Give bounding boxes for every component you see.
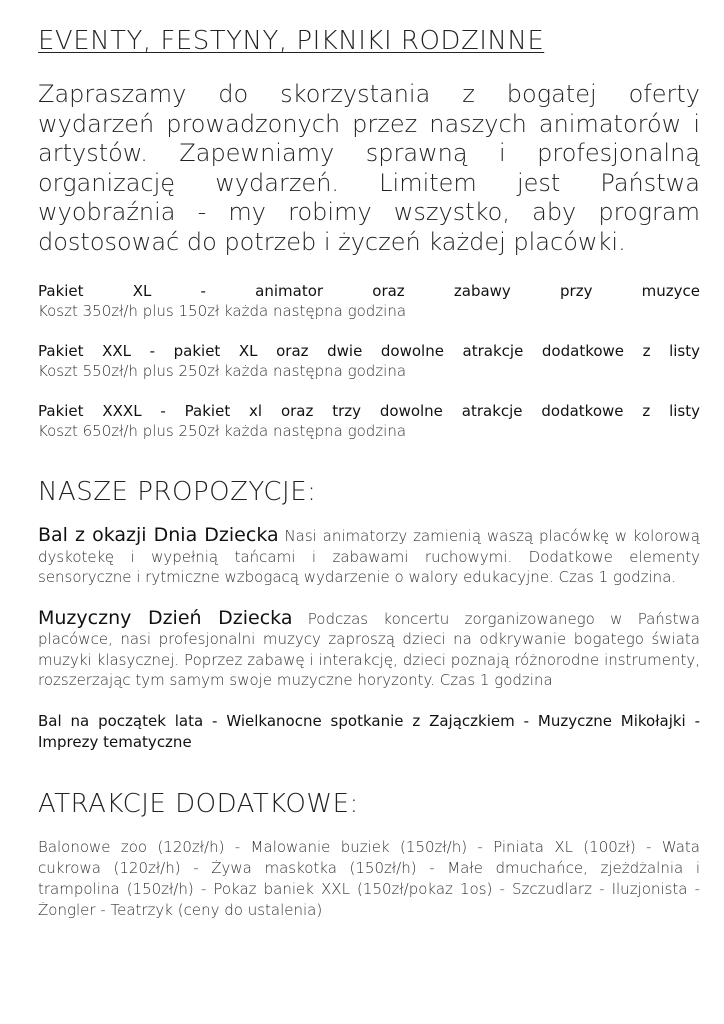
- package-title: Pakiet XXXL - Pakiet xl oraz trzy dowolne atrakcje dodatkowe z listy: [38, 402, 700, 420]
- proposal-muzyczny: [38, 608, 700, 691]
- proposals-heading: NASZE PROPOZYCJE:: [38, 477, 317, 507]
- package-cost: Koszt 350zł/h plus 150zł każda następna godzina: [38, 302, 407, 320]
- package-cost: Koszt 650zł/h plus 250zł każda następna godzina: [38, 422, 407, 440]
- proposal-dzien-dziecka: [38, 525, 700, 588]
- proposal-title: Bal z okazji Dnia Dziecka: [38, 524, 279, 546]
- attractions-heading: ATRAKCJE DODATKOWE:: [38, 788, 359, 819]
- main-heading: EVENTY, FESTYNY, PIKNIKI RODZINNE: [38, 26, 545, 56]
- package-xl: [38, 281, 700, 321]
- proposal-text: Podczas koncertu zorganizowanego w Państwa placówce, nasi profesjonalni muzycy zaproszą dzieci na odkrywanie bogatego świata muzyki klasycznej. Poprzez zabawę i interakcję, dzieci poznają różnorodne instrumenty, rozszerzając tym samym swoje muzyczne horyzonty. Czas 1 godzina: [38, 609, 700, 689]
- package-cost: Koszt 550zł/h plus 250zł każda następna godzina: [38, 362, 407, 380]
- proposal-text: Nasi animatorzy zamienią waszą placówkę w kolorową dyskotekę i wypełnią tańcami i zabawami ruchowymi. Dodatkowe elementy sensoryczne i rytmiczne wzbogacą wydarzenie o walory edukacyjne. Czas 1 godzina.: [38, 527, 700, 586]
- package-title: Pakiet XXL - pakiet XL oraz dwie dowolne atrakcje dodatkowe z listy: [38, 342, 700, 360]
- proposal-title: Muzyczny Dzień Dziecka: [38, 606, 293, 629]
- package-xxxl: [38, 401, 700, 441]
- package-title: Pakiet XL - animator oraz zabawy przy muzyce: [38, 282, 700, 300]
- package-xxl: [38, 341, 700, 381]
- attractions-list: Balonowe zoo (120zł/h) - Malowanie buziek (150zł/h) - Piniata XL (100zł) - Wata cukrowa (120zł/h) - Żywa maskotka (150zł/h) - Małe dmuchańce, zjeżdżalnia i trampolina (150zł/h) - Pokaz baniek XXL (150zł/pokaz 1os) - Szczudlarz - Iluzjonista - Żongler - Teatrzyk (ceny do ustalenia): [38, 837, 700, 919]
- intro-paragraph: Zapraszamy do skorzystania z bogatej oferty wydarzeń prowadzonych przez naszych animatorów i artystów. Zapewniamy sprawną i profesjonalną organizację wydarzeń. Limitem jest Państwa wyobraźnia - my robimy wszystko, aby program dostosować do potrzeb i życzeń każdej placówki.: [38, 80, 700, 256]
- other-events: Bal na początek lata - Wielkanocne spotkanie z Zajączkiem - Muzyczne Mikołajki - Imprezy tematyczne: [38, 711, 700, 751]
